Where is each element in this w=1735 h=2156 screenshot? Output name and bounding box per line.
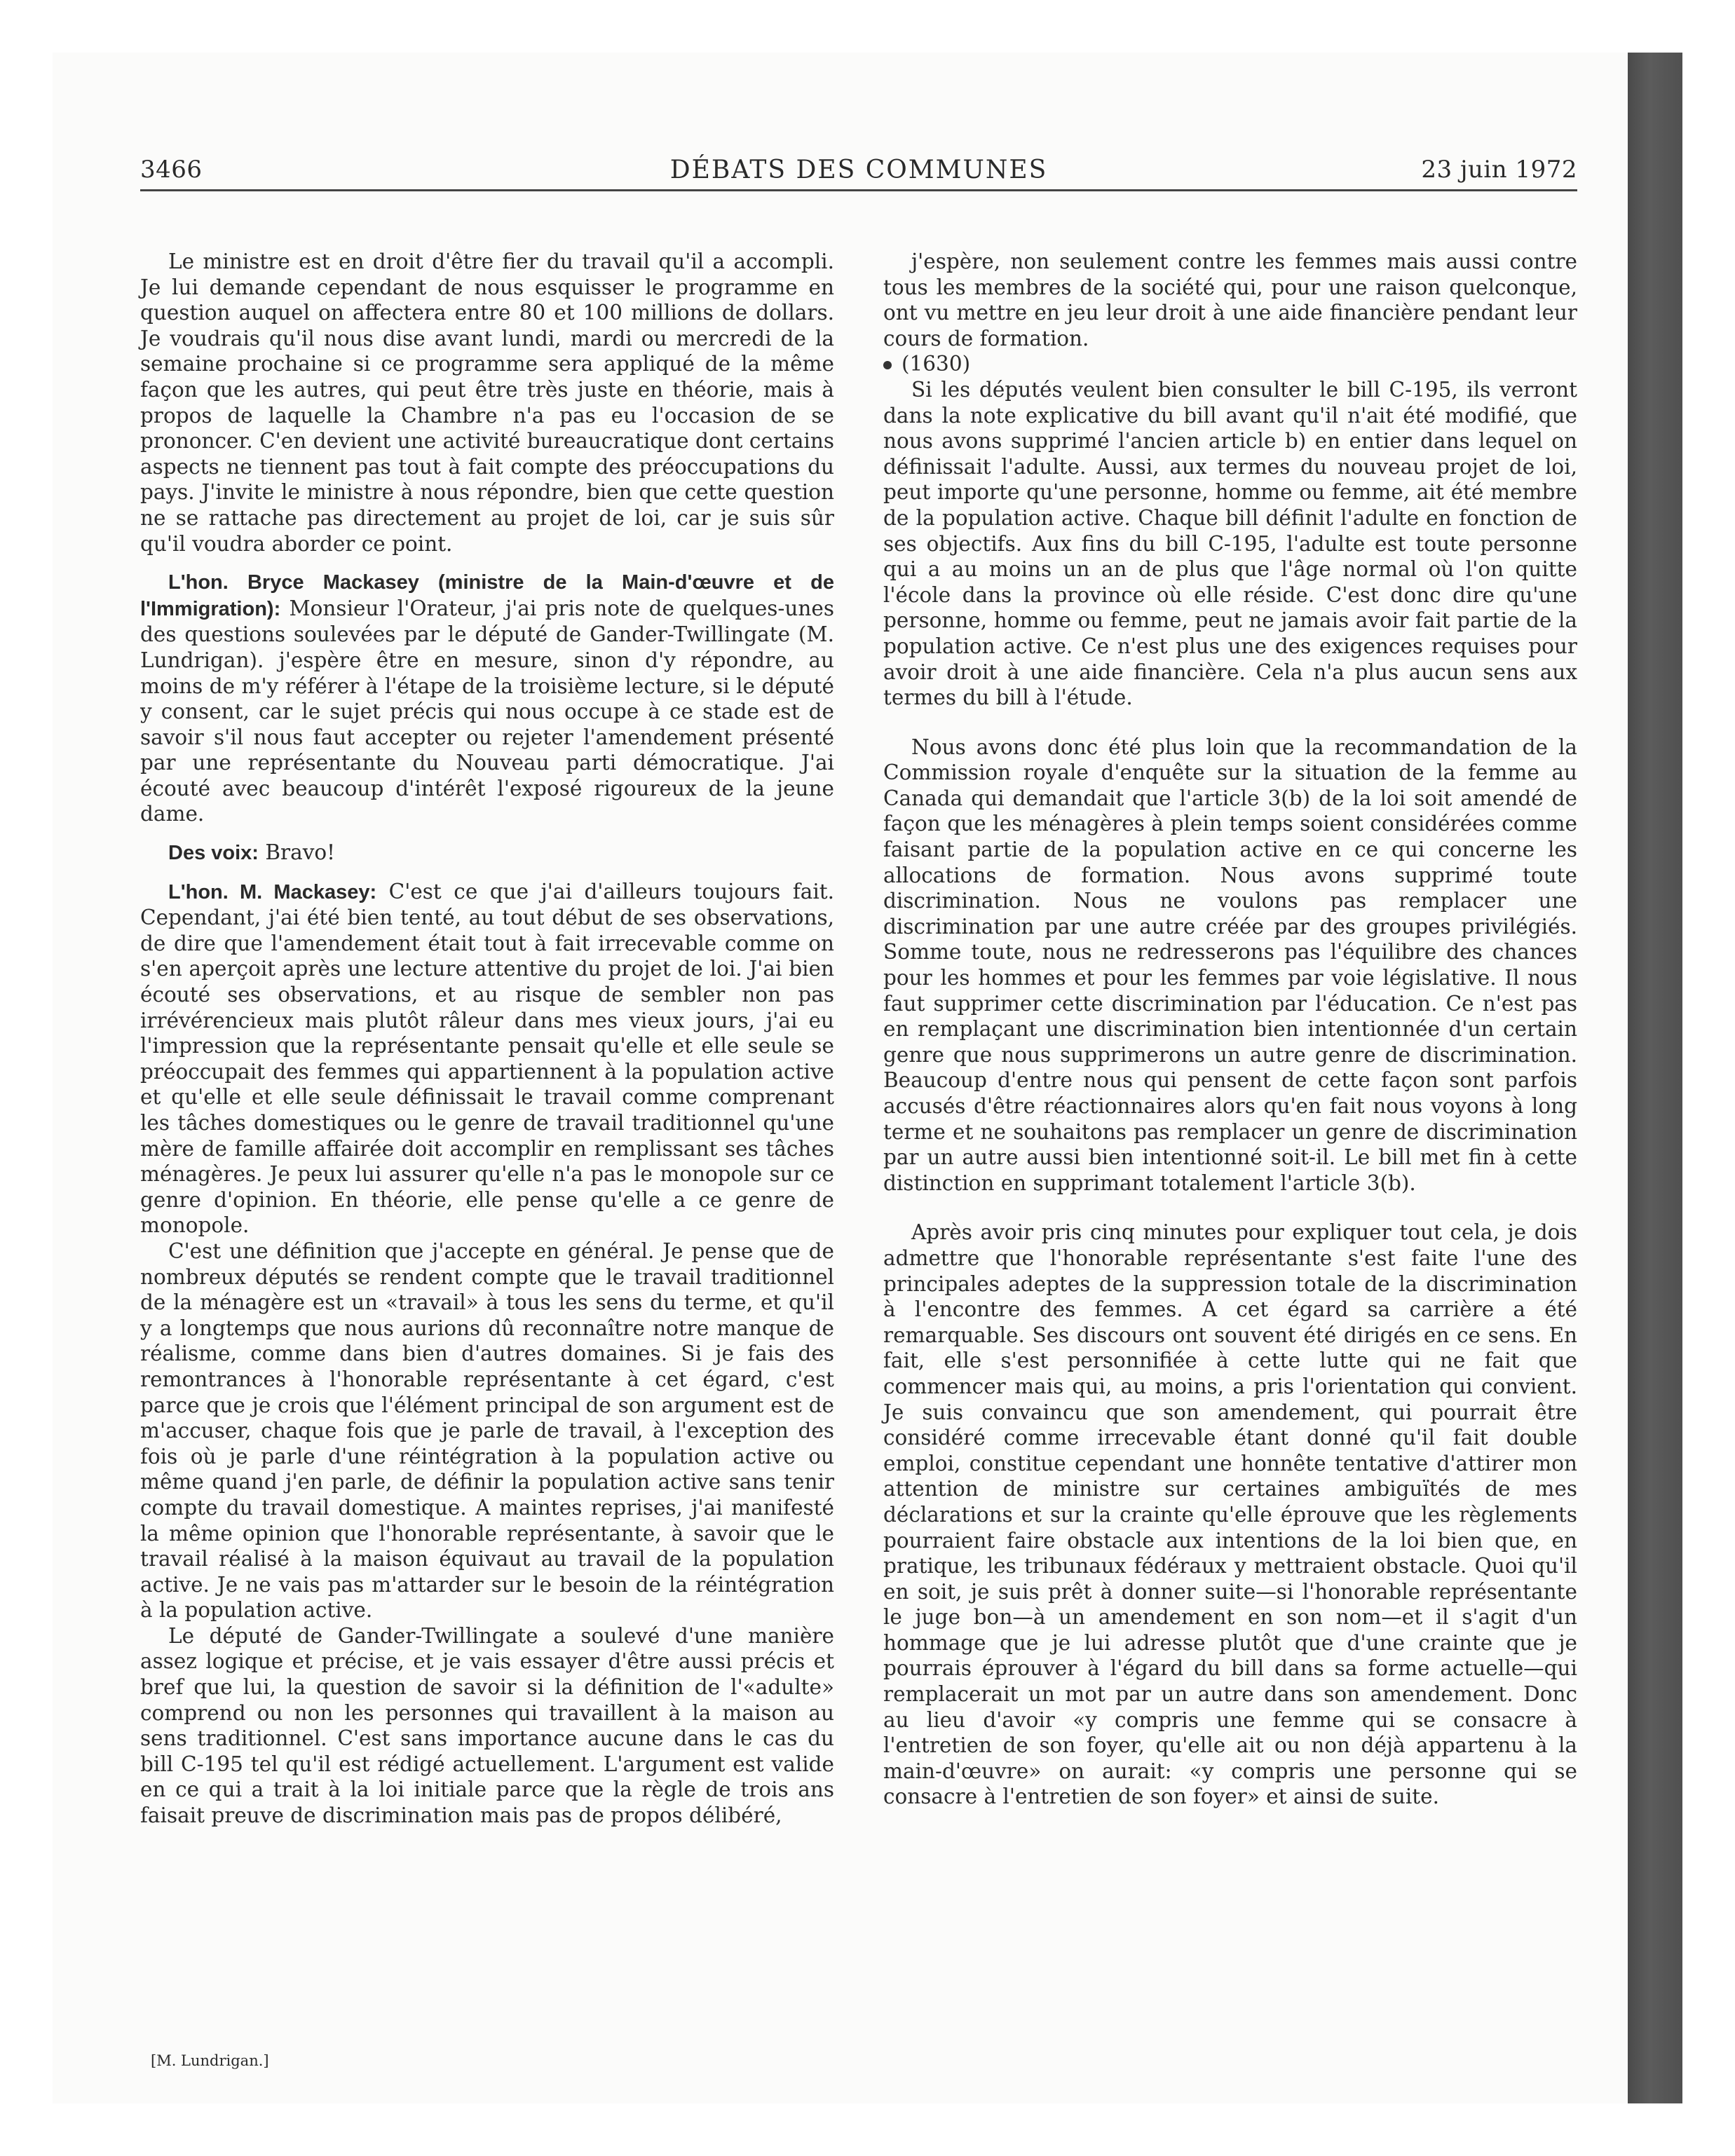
paragraph: Après avoir pris cinq minutes pour expliquer tout cela, je dois admettre que l'honorable représentante s'est faite l'une des principales adeptes de la suppression totale de la discrimination à l'encontre des femmes. A cet égard sa carrière a été remarquable. Ses discours ont souvent été dirigés en ce sens. En fait, elle s'est personnifiée à cette lutte qui ne fait que commencer mais qui, au moins, a pris l'orientation qui convient. Je suis convaincu que son amendement, qui pourrait être considéré comme irrecevable étant donné qu'il fait double emploi, constitue cependant une honnête tentative d'attirer mon attention de ministre sur certaines ambiguïtés de mes déclarations et sur la crainte qu'elle éprouve que les règlements pourraient faire obstacle aux intentions de la loi bien que, en pratique, les tribunaux fédéraux y mettraient obstacle. Quoi qu'il en soit, je suis prêt à donner suite—si l'honorable représentante le juge bon—à un amendement en son nom—et il s'agit d'un hommage que je lui adresse plutôt que d'une crainte que je pourrais éprouver à l'égard du bill dans sa forme actuelle—qui remplacerait un mot par un autre dans son amendement. Donc au lieu d'avoir «y compris une femme qui se consacre à l'entretien de son foyer, qu'elle ait ou non déjà appartenu à la main-d'œuvre» on aurait: «y compris une personne qui se consacre à l'entretien de son foyer» et ainsi de suite. (883, 1220, 1577, 1809)
time-marker-text: (1630) (901, 352, 971, 376)
paragraph: Nous avons donc été plus loin que la recommandation de la Commission royale d'enquête sur la situation de la femme au Canada qui demandait que l'article 3(b) de la loi soit amendé de façon que les ménagères à plein temps soient considérées comme faisant partie de la population active en ce qui concerne les allocations de formation. Nous avons supprimé toute discrimination. Nous ne voulons pas remplacer une discrimination par une autre créée par des groupes privilégiés. Somme toute, nous ne redresserons pas l'équilibre des chances pour les hommes et pour les femmes par voie législative. Il nous faut supprimer cette discrimination par l'éducation. Ce n'est pas en remplaçant une discrimination bien intentionnée d'un certain genre que nous supprimerons un autre genre de discrimination. Beaucoup d'entre nous qui pensent de cette façon sont parfois accusés d'être réactionnaires alors qu'en fait nous voyons à long terme et ne souhaitons pas remplacer un genre de discrimination par un autre aussi bien intentionné soit-il. Le bill met fin à cette distinction en supprimant totalement l'article 3(b). (883, 735, 1577, 1195)
page-title: DÉBATS DES COMMUNES (669, 156, 1048, 184)
paragraph: Si les députés veulent bien consulter le bill C-195, ils verront dans la note explicative du bill avant qu'il n'ait été modifié, que nous avons supprimé l'ancien article b) en entier dans lequel on définissait l'adulte. Aussi, aux termes du nouveau projet de loi, peut importe qu'une personne, homme ou femme, ait été membre de la population active. Chaque bill définit l'adulte en fonction de ses objectifs. Aux fins du bill C-195, l'adulte est toute personne qui a au moins un an de plus que l'âge normal où l'on quitte l'école dans la province où elle réside. C'est donc dire qu'une personne, homme ou femme, peut ne jamais avoir fait partie de la population active. Ce n'est plus une des exigences requises pour avoir droit à une aide financière. Cela n'a plus aucun sens aux termes du bill à l'étude. (883, 377, 1577, 710)
speaker-name: Des voix: (168, 842, 259, 865)
time-marker (883, 351, 1577, 377)
speech-paragraph (140, 569, 834, 827)
paragraph: C'est une définition que j'accepte en général. Je pense que de nombreux députés se rendent compte que le travail traditionnel de la ménagère est un «travail» à tous les sens du terme, et qu'il y a longtemps que nous aurions dû reconnaître notre manque de réalisme, comme dans bien d'autres domaines. Si je fais des remontrances à l'honorable représentante à cet égard, c'est parce que je crois que l'élément principal de son argument est de m'accuser, chaque fois que je parle de travail, à l'exception des fois où je parle d'une réintégration à la population active ou même quand j'en parle, de définir la population active sans tenir compte du travail domestique. A maintes reprises, j'ai manifesté la même opinion que l'honorable représentante, à savoir que le travail réalisé à la maison équivaut au travail de la population active. Je ne vais pas m'attarder sur le besoin de la réintégration à la population active. (140, 1239, 834, 1623)
speech-paragraph (140, 879, 834, 1239)
paragraph: Le député de Gander-Twillingate a soulevé d'une manière assez logique et précise, et je vais essayer d'être aussi précis et bref que lui, la question de savoir si la définition de l'«adulte» comprend ou non les personnes qui travaillent à la maison au sens traditionnel. C'est sans importance aucune dans le cas du bill C-195 tel qu'il est rédigé actuellement. L'argument est valide en ce qui a trait à la loi initiale parce que la règle de trois ans faisait preuve de discrimination mais pas de propos délibéré, (140, 1623, 834, 1828)
page-date: 23 juin 1972 (1421, 156, 1577, 184)
scan-binding-edge (1628, 53, 1682, 2103)
right-column (883, 249, 1577, 1810)
speaker-footnote: [M. Lundrigan.] (151, 2052, 269, 2069)
paragraph: Le ministre est en droit d'être fier du travail qu'il a accompli. Je lui demande cependant de nous esquisser le programme en question auquel on affectera entre 80 et 100 millions de dollars. Je voudrais qu'il nous dise avant lundi, mardi ou mercredi de la semaine prochaine si ce programme sera appliqué de la même façon que les autres, qui peut être très juste en théorie, mais à propos de laquelle la Chambre n'a pas eu l'occasion de se prononcer. C'en devient une activité bureaucratique dont certains aspects ne tiennent pas tout à fait compte des préoccupations du pays. J'invite le ministre à nous répondre, bien que cette question ne se rattache pas directement au projet de loi, car je suis sûr qu'il voudra aborder ce point. (140, 250, 834, 556)
speech-text: C'est ce que j'ai d'ailleurs toujours fait. Cependant, j'ai été bien tenté, au tout début de ses observations, de dire que l'amendement était tout à fait irrecevable comme on s'en aperçoit après une lecture attentive du projet de loi. J'ai bien écouté ses observations, et au risque de sembler non pas irrévérencieux mais plutôt râleur dans mes vieux jours, j'ai eu l'impression que la représentante pensait qu'elle et elle seule se préoccupait des femmes qui appartiennent à la population active et qu'elle et elle seule définissait le travail comme comprenant les tâches domestiques ou le genre de travail traditionnel qu'une mère de famille affairée doit accomplir en remplissant ses tâches ménagères. Je peux lui assurer qu'elle n'a pas le monopole sur ce genre d'opinion. En théorie, elle pense qu'elle a ce genre de monopole. (140, 879, 834, 1238)
left-column (140, 249, 834, 1829)
page-header (140, 156, 1577, 191)
speaker-name: L'hon. Bryce Mackasey (ministre de la Main-d'œuvre et de l'Immigration): (140, 571, 834, 620)
bullet-dot-icon (883, 361, 892, 369)
speech-paragraph (140, 840, 834, 866)
speech-text: Monsieur l'Orateur, j'ai pris note de quelques-unes des questions soulevées par le député de Gander-Twillingate (M. Lundrigan). j'espère être en mesure, sinon d'y répondre, au moins de m'y référer à l'étape de la troisième lecture, si le député y consent, car le sujet précis qui nous occupe à ce stade est de savoir s'il nous faut accepter ou rejeter l'amendement présenté par une représentante du Nouveau parti démocratique. J'ai écouté avec beaucoup d'intérêt l'exposé rigoureux de la jeune dame. (140, 596, 834, 826)
paragraph: j'espère, non seulement contre les femmes mais aussi contre tous les membres de la société qui, pour une raison quelconque, ont vu mettre en jeu leur droit à une aide financière pendant leur cours de formation. (883, 250, 1577, 350)
speaker-name: L'hon. M. Mackasey: (168, 880, 377, 903)
speech-text: Bravo! (265, 840, 335, 865)
page-number: 3466 (140, 156, 203, 184)
